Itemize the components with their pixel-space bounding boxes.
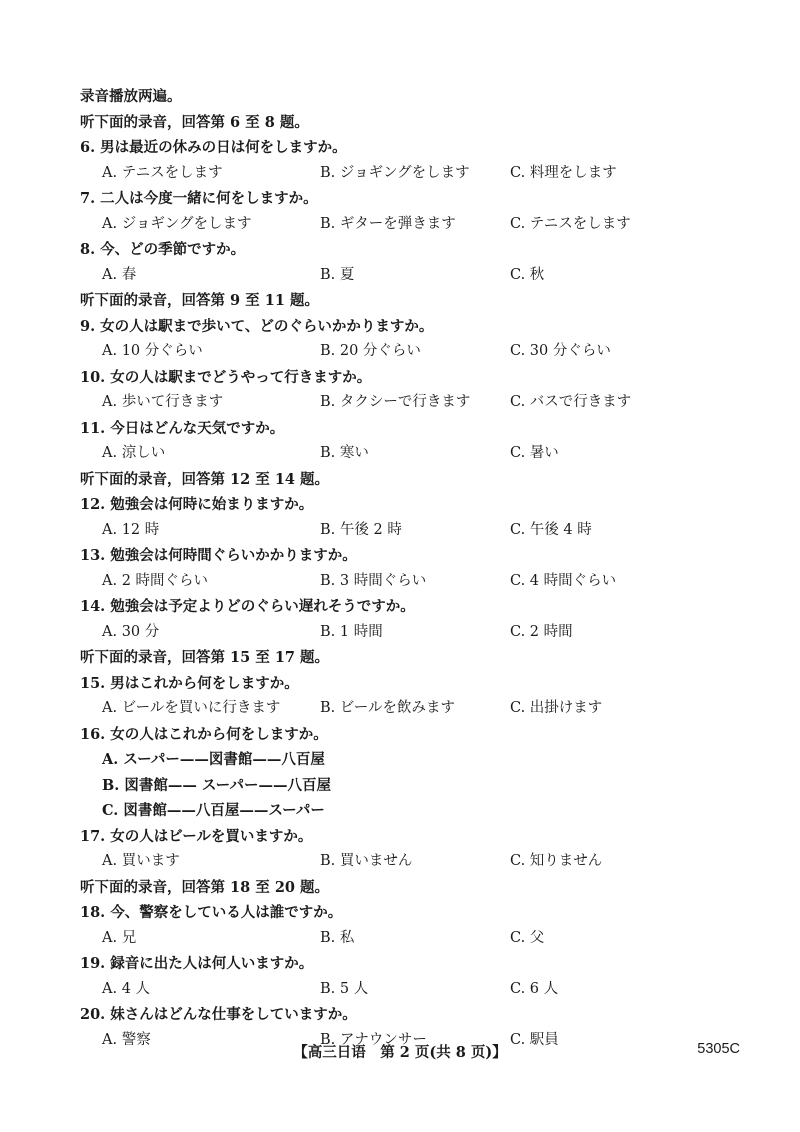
question-text: 14. 勉強会は予定よりどのぐらい遅れそうですか。 [80,598,415,615]
answer-options-row [80,696,720,722]
option-c: C. 暑い [510,445,559,461]
question-text: 10. 女の人は駅までどうやって行きますか。 [80,368,372,386]
option-c: C. 6 人 [510,980,559,997]
answer-options-row [80,849,720,875]
question-text: 11. 今日はどんな天気ですか。 [80,419,285,437]
option-c: C. バスで行きます [510,394,632,410]
question-text: 15. 男はこれから何をしますか。 [80,674,299,692]
answer-options-row [80,620,720,646]
option-b: B. 5 人 [320,980,369,997]
section-heading: 听下面的录音，回答第 18 至 20 题。 [80,878,330,896]
intro-text: 录音播放两遍。 [80,88,182,105]
question-text: 19. 録音に出た人は何人いますか。 [80,955,314,972]
option-b: B. ビールを飲みます [320,700,456,716]
option-b: B. 午後 2 時 [320,521,402,538]
option-b: B. 買いません [320,853,413,869]
option-c: C. 駅員 [510,1031,559,1048]
option-b: B. 夏 [320,266,355,283]
option-a: A. 涼しい [102,445,166,461]
option-c: C. 午後 4 時 [510,521,592,538]
question-text: 16. 女の人はこれから何をしますか。 [80,725,328,743]
option-c: C. テニスをします [510,215,631,232]
question-text: 17. 女の人はビールを買いますか。 [80,827,313,845]
option-a: A. 30 分 [102,623,160,640]
option-c: C. 出掛けます [510,700,603,716]
question-text: 7. 二人は今度一緒に何をしますか。 [80,190,318,207]
option-a: A. ジョギングをします [102,215,252,232]
answer-options-row [80,441,720,467]
option-a: A. 春 [102,266,137,283]
question-text: 13. 勉強会は何時間ぐらいかかりますか。 [80,547,357,564]
option-b: B. 20 分ぐらい [320,343,421,359]
option-a: A. ビールを買いに行きます [102,700,281,716]
option-c: C. 父 [510,929,545,946]
option-c: C. 2 時間 [510,623,573,640]
option-b: B. ジョギングをします [320,164,470,181]
answer-options-row [80,390,720,416]
option-c: C. 30 分ぐらい [510,343,611,359]
option-b: B. 寒い [320,445,369,461]
answer-options-row [80,926,720,952]
question-text: 20. 妹さんはどんな仕事をしていますか。 [80,1006,357,1023]
option-b: B. 3 時間ぐらい [320,572,427,589]
answer-options-row [80,339,720,365]
answer-option: B. 図書館—— スーパー——八百屋 [102,776,331,794]
answer-options-row [80,212,720,238]
answer-option: A. スーパー——図書館——八百屋 [102,751,325,768]
question-text: 18. 今、警察をしている人は誰ですか。 [80,904,343,921]
answer-options-row [80,518,720,544]
option-a: A. 歩いて行きます [102,394,224,410]
option-a: A. 警察 [102,1031,151,1048]
question-text: 6. 男は最近の休みの日は何をしますか。 [80,139,347,156]
option-b: B. アナウンサー [320,1031,427,1048]
option-a: A. 2 時間ぐらい [102,572,209,589]
option-b: B. 1 時間 [320,623,383,640]
option-a: A. 4 人 [102,980,151,997]
section-heading: 听下面的录音，回答第 15 至 17 题。 [80,649,330,666]
option-b: B. 私 [320,929,355,946]
question-list [80,84,720,1053]
option-a: A. テニスをします [102,164,223,181]
section-heading: 听下面的录音，回答第 12 至 14 题。 [80,470,330,488]
question-text: 9. 女の人は駅まで歩いて、どのぐらいかかりますか。 [80,317,434,335]
answer-option: C. 図書館——八百屋——スーパー [102,802,325,819]
page-number: 【高三日语 第 2 页(共 8 页)】 [293,1044,507,1061]
option-a: A. 買います [102,853,180,869]
answer-options-row [80,569,720,595]
answer-options-row [80,977,720,1003]
option-a: A. 12 時 [102,521,160,538]
option-c: C. 秋 [510,266,545,283]
option-a: A. 兄 [102,929,137,946]
option-a: A. 10 分ぐらい [102,343,203,359]
option-c: C. 料理をします [510,164,617,181]
option-b: B. タクシーで行きます [320,394,471,410]
option-b: B. ギターを弾きます [320,215,456,232]
section-heading: 听下面的录音，回答第 6 至 8 题。 [80,113,309,131]
question-text: 8. 今、どの季節ですか。 [80,241,246,258]
section-heading: 听下面的录音，回答第 9 至 11 题。 [80,292,319,309]
option-c: C. 4 時間ぐらい [510,572,617,589]
exam-code: 5305C [697,1041,740,1057]
answer-options-row [80,263,720,289]
answer-options-row [80,161,720,187]
option-c: C. 知りません [510,853,603,869]
question-text: 12. 勉強会は何時に始まりますか。 [80,496,314,513]
